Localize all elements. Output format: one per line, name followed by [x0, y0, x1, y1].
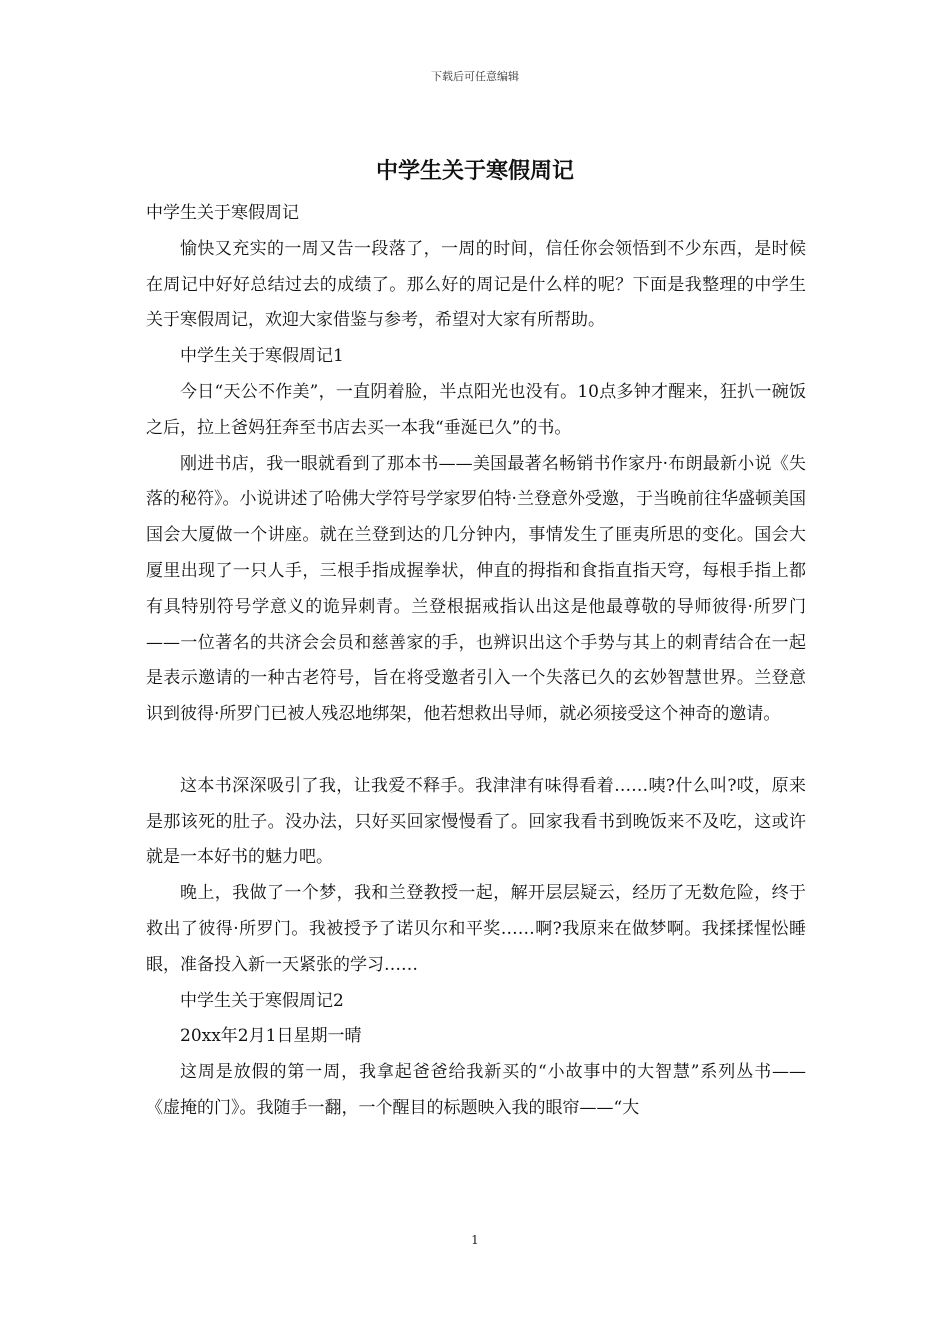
page-number: 1 [471, 1233, 479, 1247]
subtitle-paragraph: 中学生关于寒假周记 [146, 203, 299, 223]
document-title: 中学生关于寒假周记 [375, 158, 574, 184]
body-paragraph: 今日“天公不作美”，一直阴着脸，半点阳光也没有。10点多钟才醒来，狂扒一碗饭之后，拉上爸妈狂奔至书店去买一本我“垂涎已久”的书。 [146, 381, 806, 438]
page-header-note: 下载后可任意编辑 [431, 70, 519, 83]
body-paragraph: 刚进书店，我一眼就看到了那本书——美国最著名畅销书作家丹·布朗最新小说《失落的秘符》。小说讲述了哈佛大学符号学家罗伯特·兰登意外受邀，于当晚前往华盛顿美国国会大厦做一个讲座。就在兰登到达的几分钟内，事情发生了匪夷所思的变化。国会大厦里出现了一只人手，三根手指成握拳状，伸直的拇指和食指直指天穹，每根手指上都有具特别符号学意义的诡异刺青。兰登根据戒指认出这是他最尊敬的导师彼得·所罗门——一位著名的共济会会员和慈善家的手，也辨识出这个手势与其上的刺青结合在一起是表示邀请的一种古老符号，旨在将受邀者引入一个失落已久的玄妙智慧世界。兰登意识到彼得·所罗门已被人残忍地绑架，他若想救出导师，就必须接受这个神奇的邀请。 [146, 453, 806, 725]
blank-line [146, 733, 806, 769]
body-paragraph: 这周是放假的第一周，我拿起爸爸给我新买的“小故事中的大智慧”系列丛书——《虚掩的门》。我随手一翻，一个醒目的标题映入我的眼帘——“大 [146, 1062, 806, 1118]
body-paragraph: 这本书深深吸引了我，让我爱不释手。我津津有味得看着……咦?什么叫?哎，原来是那该死的肚子。没办法，只好买回家慢慢看了。回家我看书到晚饭来不及吃，这或许就是一本好书的魅力吧。 [146, 775, 806, 868]
date-line: 20xx年2月1日星期一晴 [180, 1026, 362, 1047]
section-heading-1: 中学生关于寒假周记1 [180, 346, 344, 367]
body-paragraph: 晚上，我做了一个梦，我和兰登教授一起，解开层层疑云，经历了无数危险，终于救出了彼得·所罗门。我被授予了诺贝尔和平奖……啊?我原来在做梦啊。我揉揉惺忪睡眼，准备投入新一天紧张的学习…… [146, 883, 806, 975]
section-heading-2: 中学生关于寒假周记2 [180, 990, 344, 1011]
document-body [146, 196, 806, 1127]
intro-paragraph: 愉快又充实的一周又告一段落了，一周的时间，信任你会领悟到不少东西，是时候在周记中好好总结过去的成绩了。那么好的周记是什么样的呢？下面是我整理的中学生关于寒假周记，欢迎大家借鉴与参考，希望对大家有所帮助。 [146, 238, 806, 331]
